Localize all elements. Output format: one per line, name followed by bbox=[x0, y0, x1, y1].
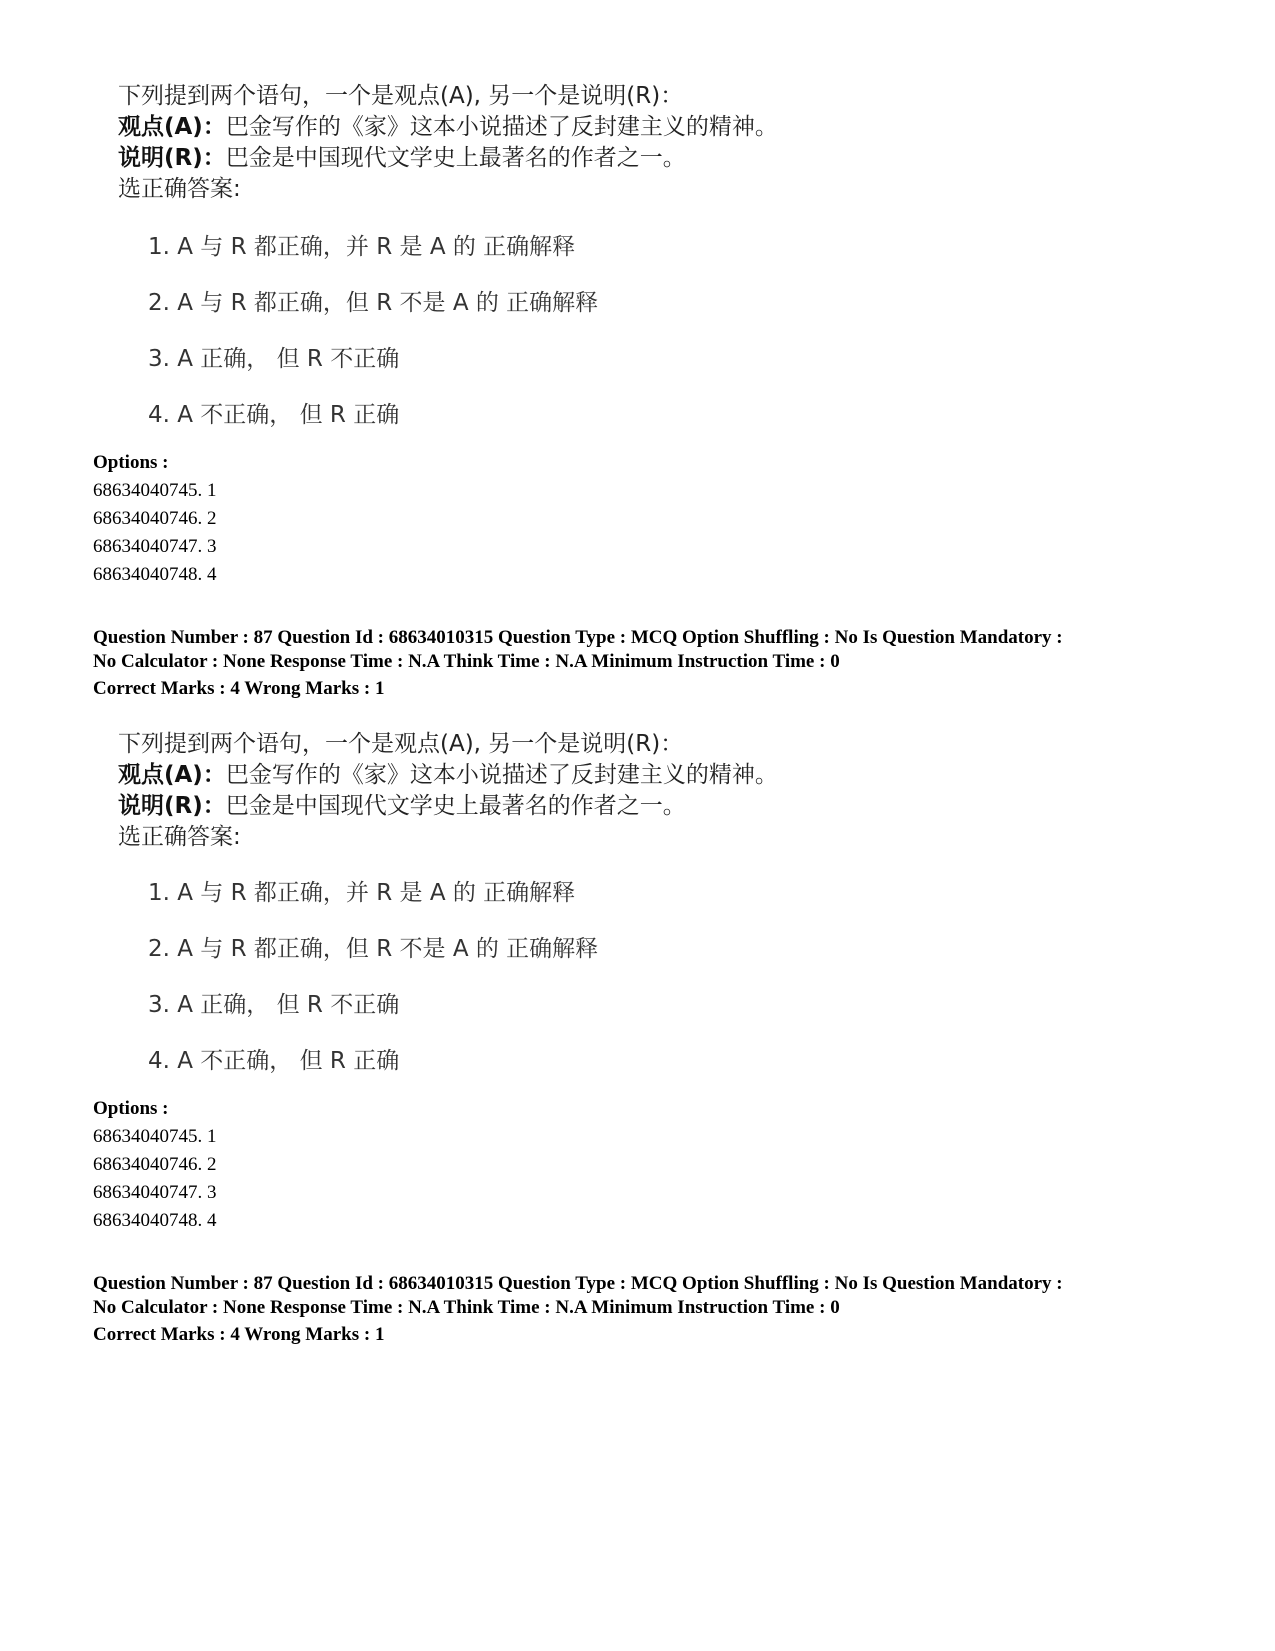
option-item: 68634040748. 4 bbox=[93, 1210, 217, 1231]
reason-line bbox=[118, 791, 818, 822]
reason-line bbox=[118, 143, 818, 174]
options-label: Options : bbox=[93, 1098, 169, 1119]
question-meta bbox=[93, 1272, 1203, 1320]
choice-3: 3. A 正确， 但 R 不正确 bbox=[148, 346, 400, 372]
reason-label: 说明(R)： bbox=[118, 793, 226, 819]
choice-4: 4. A 不正确， 但 R 正确 bbox=[148, 1048, 400, 1074]
reason-text: 巴金是中国现代文学史上最著名的作者之一。 bbox=[225, 145, 686, 171]
question-image bbox=[118, 81, 818, 428]
assertion-line bbox=[118, 112, 818, 143]
option-item: 68634040747. 3 bbox=[93, 1182, 217, 1203]
option-item: 68634040745. 1 bbox=[93, 480, 217, 501]
question-intro: 下列提到两个语句，一个是观点(A), 另一个是说明(R)： bbox=[118, 83, 684, 109]
options-label: Options : bbox=[93, 452, 169, 473]
question-intro: 下列提到两个语句，一个是观点(A), 另一个是说明(R)： bbox=[118, 731, 684, 757]
reason-label: 说明(R)： bbox=[118, 145, 226, 171]
marks-line: Correct Marks : 4 Wrong Marks : 1 bbox=[93, 1324, 385, 1345]
reason-text: 巴金是中国现代文学史上最著名的作者之一。 bbox=[225, 793, 686, 819]
assertion-text: 巴金写作的《家》这本小说描述了反封建主义的精神。 bbox=[225, 114, 778, 140]
option-item: 68634040746. 2 bbox=[93, 508, 217, 529]
meta-line-2: No Calculator : None Response Time : N.A Think Time : N.A Minimum Instruction Time : 0 bbox=[93, 651, 840, 672]
meta-line-1: Question Number : 87 Question Id : 68634010315 Question Type : MCQ Option Shuffling : No Is Question Mandatory : bbox=[93, 1273, 1063, 1294]
choice-4: 4. A 不正确， 但 R 正确 bbox=[148, 402, 400, 428]
assertion-label: 观点(A)： bbox=[118, 114, 226, 140]
question-prompt: 选正确答案: bbox=[118, 176, 241, 202]
meta-line-1: Question Number : 87 Question Id : 68634010315 Question Type : MCQ Option Shuffling : No Is Question Mandatory : bbox=[93, 627, 1063, 648]
question-meta bbox=[93, 626, 1203, 674]
option-item: 68634040747. 3 bbox=[93, 536, 217, 557]
question-image bbox=[118, 729, 818, 1074]
option-item: 68634040748. 4 bbox=[93, 564, 217, 585]
assertion-text: 巴金写作的《家》这本小说描述了反封建主义的精神。 bbox=[225, 762, 778, 788]
choice-1: 1. A 与 R 都正确，并 R 是 A 的 正确解释 bbox=[148, 880, 576, 906]
option-item: 68634040746. 2 bbox=[93, 1154, 217, 1175]
choice-2: 2. A 与 R 都正确，但 R 不是 A 的 正确解释 bbox=[148, 290, 599, 316]
question-prompt: 选正确答案: bbox=[118, 824, 241, 850]
meta-line-2: No Calculator : None Response Time : N.A Think Time : N.A Minimum Instruction Time : 0 bbox=[93, 1297, 840, 1318]
marks-line: Correct Marks : 4 Wrong Marks : 1 bbox=[93, 678, 385, 699]
choice-2: 2. A 与 R 都正确，但 R 不是 A 的 正确解释 bbox=[148, 936, 599, 962]
option-item: 68634040745. 1 bbox=[93, 1126, 217, 1147]
assertion-line bbox=[118, 760, 818, 791]
assertion-label: 观点(A)： bbox=[118, 762, 226, 788]
choice-3: 3. A 正确， 但 R 不正确 bbox=[148, 992, 400, 1018]
choice-1: 1. A 与 R 都正确，并 R 是 A 的 正确解释 bbox=[148, 234, 576, 260]
